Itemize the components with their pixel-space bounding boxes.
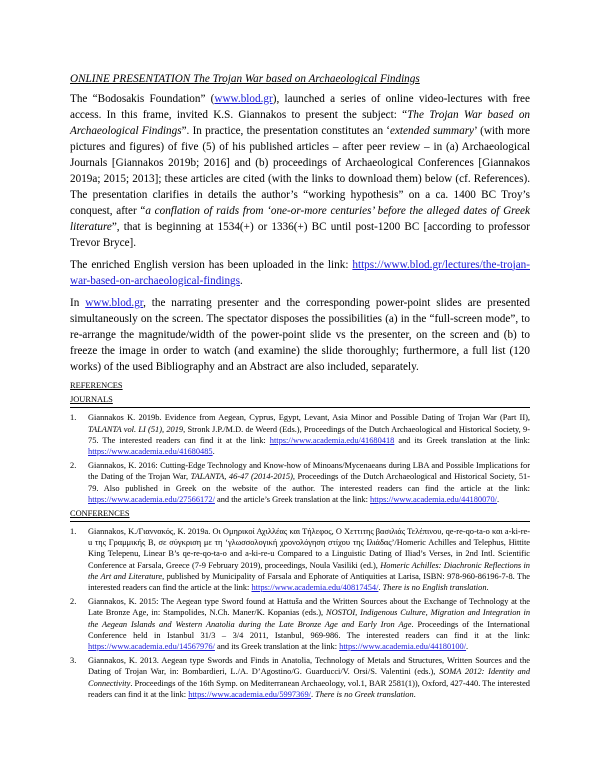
- text: and its Greek translation at the link:: [214, 641, 340, 651]
- intro-paragraph-3: [70, 295, 530, 375]
- text: The enriched English version has been uploaded in the link:: [70, 258, 353, 271]
- text: and its Greek translation at the link:: [394, 435, 531, 445]
- academia-link[interactable]: https://www.academia.edu/41680485: [88, 447, 213, 457]
- page-title: ONLINE PRESENTATION The Trojan War based on Archaeological Findings: [70, 73, 420, 85]
- text: ), launched a series of online video-lectures with free access. In this frame, invited K.S. Giannakos to present the subject: “: [70, 92, 530, 121]
- ref-number: 3.: [70, 656, 77, 666]
- text: Giannakos, K. 2016: Cutting-Edge Technology and Know-how of Minoans/Mycenaeans during LBA and Possible Implications for the Dating of the Trojan War,: [88, 461, 530, 482]
- journal-title: TALANTA, 46-47 (2014-2015): [190, 472, 293, 482]
- talk-title: The Trojan War based on Archaeological Findings: [70, 108, 531, 137]
- ref-number: 1.: [70, 413, 77, 423]
- text: .: [240, 274, 243, 287]
- divider: [70, 521, 530, 522]
- text: .: [310, 689, 316, 699]
- text: .: [413, 689, 416, 699]
- lecture-link[interactable]: https://www.blod.gr/lectures/the-trojan-war-based-on-archaeological-findings: [70, 258, 530, 287]
- blod-link[interactable]: www.blod.gr: [214, 92, 273, 105]
- journal-reference: [70, 412, 530, 457]
- text: .: [496, 494, 500, 504]
- intro-paragraph-1: [70, 91, 530, 251]
- divider: [70, 407, 530, 408]
- text: , Proceedings of the Dutch Archaeological and Historical Society, 51-79. Also published in Greek on the website of the author. The interested readers can find the article at the link:: [88, 472, 530, 493]
- text: .: [212, 447, 215, 457]
- journals-heading: JOURNALS: [70, 395, 113, 405]
- journal-title: TALANTA vol. LI (51), 2019: [88, 424, 184, 434]
- text: Giannakos K. 2019b. Evidence from Aegean, Cyprus, Egypt, Levant, Asia Minor and Possible Dating of Trojan War (Part II),: [88, 413, 530, 423]
- text: Giannakos, K./Γιαννακός, Κ. 2019a. Οι Ομηρικοί Αχιλλέας και Τήλεφος, Ο Χεττιτης βασιλιάς Τελέπινου, qe-re-qo-ta-o και a-ki-re-u της Γραμμικής Β, σε σύγκριση με τη ‘γλωσσολογική χρονολόγηση στίχου της Ιλιάδας’/Homeric Achilles and Telephus, Hittite King Telepenu, Linear B’s qe-re-qo-ta-o and a-ki-re-u Compared to a Linguistic Dating of Iliad’s Verses, in 2nd Intl. Scientific Conference at Farsala, Greece (7-9 February 2019), proceedings, Noula Vasiliki (ed.),: [88, 526, 530, 570]
- intro-paragraph-2: [70, 257, 530, 289]
- academia-link[interactable]: https://www.academia.edu/44180070/: [370, 494, 497, 504]
- conference-reference: [70, 596, 530, 652]
- academia-link[interactable]: https://www.academia.edu/44180100/: [339, 641, 467, 651]
- ref-number: 2.: [70, 597, 77, 607]
- quote: a conflation of raids from ‘one-or-more centuries’ before the alleged dates of Greek literature: [70, 204, 530, 233]
- text: .: [378, 582, 383, 592]
- academia-link[interactable]: https://www.academia.edu/14567976/: [88, 641, 215, 651]
- text: ”. In practice, the presentation constitutes an ‘: [181, 124, 390, 137]
- references-heading: REFERENCES: [70, 380, 123, 390]
- ref-number: 1.: [70, 526, 77, 536]
- text: The “Bodosakis Foundation” (: [70, 92, 215, 105]
- text: , Stronk J.P./M.D. de Weerd (Eds.), Proceedings of the Dutch Archaeological and Historical Society, 9-75. The interested readers can find it at the link:: [88, 424, 530, 445]
- blod-link[interactable]: www.blod.gr: [85, 296, 144, 309]
- text: , published by Municipality of Farsala and Ephorate of Antiquities at Larisa, ISBN: 978-960-86196-7-8. The interested readers can find the article at the link:: [88, 571, 530, 592]
- text: In: [70, 296, 86, 309]
- academia-link[interactable]: https://www.academia.edu/41680418: [269, 435, 395, 445]
- academia-link[interactable]: https://www.academia.edu/40817454/: [251, 582, 379, 592]
- conference-reference: [70, 526, 530, 593]
- text: ’ (with more pictures and figures) of five (5) of his published articles – after peer review – in (a) Archaeological Journals [Giannakos 2019b; 2016] and (b) proceedings of Archaeological Conferences [Giannakos 2019a; 2015; 2013]; these articles are cited (with the links to download them) below (cf. References). The presentation clarifies in details the author’s “working hypothesis” on a ca. 1400 BC Troy’s conquest, after “: [70, 124, 530, 217]
- text: .: [466, 641, 469, 651]
- text: and the article’s Greek translation at the link:: [214, 494, 371, 504]
- proceedings-title: Homeric Achilles: Diachronic Reflections in the Art and Literature: [88, 560, 530, 581]
- text: Giannakos, K. 2013. Aegean type Swords and Finds in Anatolia, Technology of Metals and Structures, Written Sources and the Dating of Trojan War, in: Bombardieri, L./A. D’Agostino/G. Guarducci/V. Orsi/S. Valentini (eds.),: [88, 656, 530, 677]
- proceedings-title: SOMA 2012: Identity and Connectivity: [88, 667, 531, 688]
- journal-reference: [70, 460, 530, 505]
- conferences-heading: CONFERENCES: [70, 509, 130, 519]
- ref-number: 2.: [70, 461, 77, 471]
- text: . Proceedings of the International Conference held in Istanbul 31/3 – 3/4 2011, Istanbul, 969-986. The interested readers can find it at the link:: [88, 619, 530, 640]
- text: ”, that is beginning at 1534(+) or 1336(+) BC until post-1200 BC [according to professor Trevor Bryce].: [70, 220, 530, 249]
- academia-link[interactable]: https://www.academia.edu/5997369/: [188, 689, 311, 699]
- text: Giannakos, K. 2015: The Aegean type Sword found at Hattuša and the Written Sources about the Exchange of Technology at the Late Bronze Age, in: Stampolides, N.Ch. Maner/K. Kopanias (eds.),: [88, 597, 530, 618]
- academia-link[interactable]: https://www.academia.edu/27566172/: [88, 494, 215, 504]
- conferences-list: [70, 526, 530, 700]
- conference-reference: [70, 655, 530, 700]
- proceedings-title: NOSTOI, Indigenous Culture, Migration and Integration in the Aegean Islands and Western Anatolia during the Late Bronze Age and Early Iron Age: [88, 608, 531, 629]
- text: . Proceedings of the 16th Symp. on Mediterranean Archaeology, vol.1, BAR 2581(1)), Oxford, 427-440. The interested readers can find it at the link:: [88, 678, 530, 699]
- emphasis: extended summary: [390, 124, 475, 137]
- translation-note: There is no Greek translation: [315, 689, 414, 699]
- text: .: [486, 582, 489, 592]
- translation-note: There is no English translation: [382, 582, 487, 592]
- journals-list: [70, 412, 530, 505]
- text: , the narrating presenter and the corresponding power-point slides are presented simultaneously on the screen. The spectator disposes the possibilities (a) in the “full-screen mode”, to re-arrange the magnitude/width of the power-point slide vs the presenter, on the screen and (b) to freeze the image in order to watch (and examine) the slide thoroughly; furthermore, a full list (120 works) of the used Bibliography and an Abstract are also included, separately.: [70, 296, 530, 373]
